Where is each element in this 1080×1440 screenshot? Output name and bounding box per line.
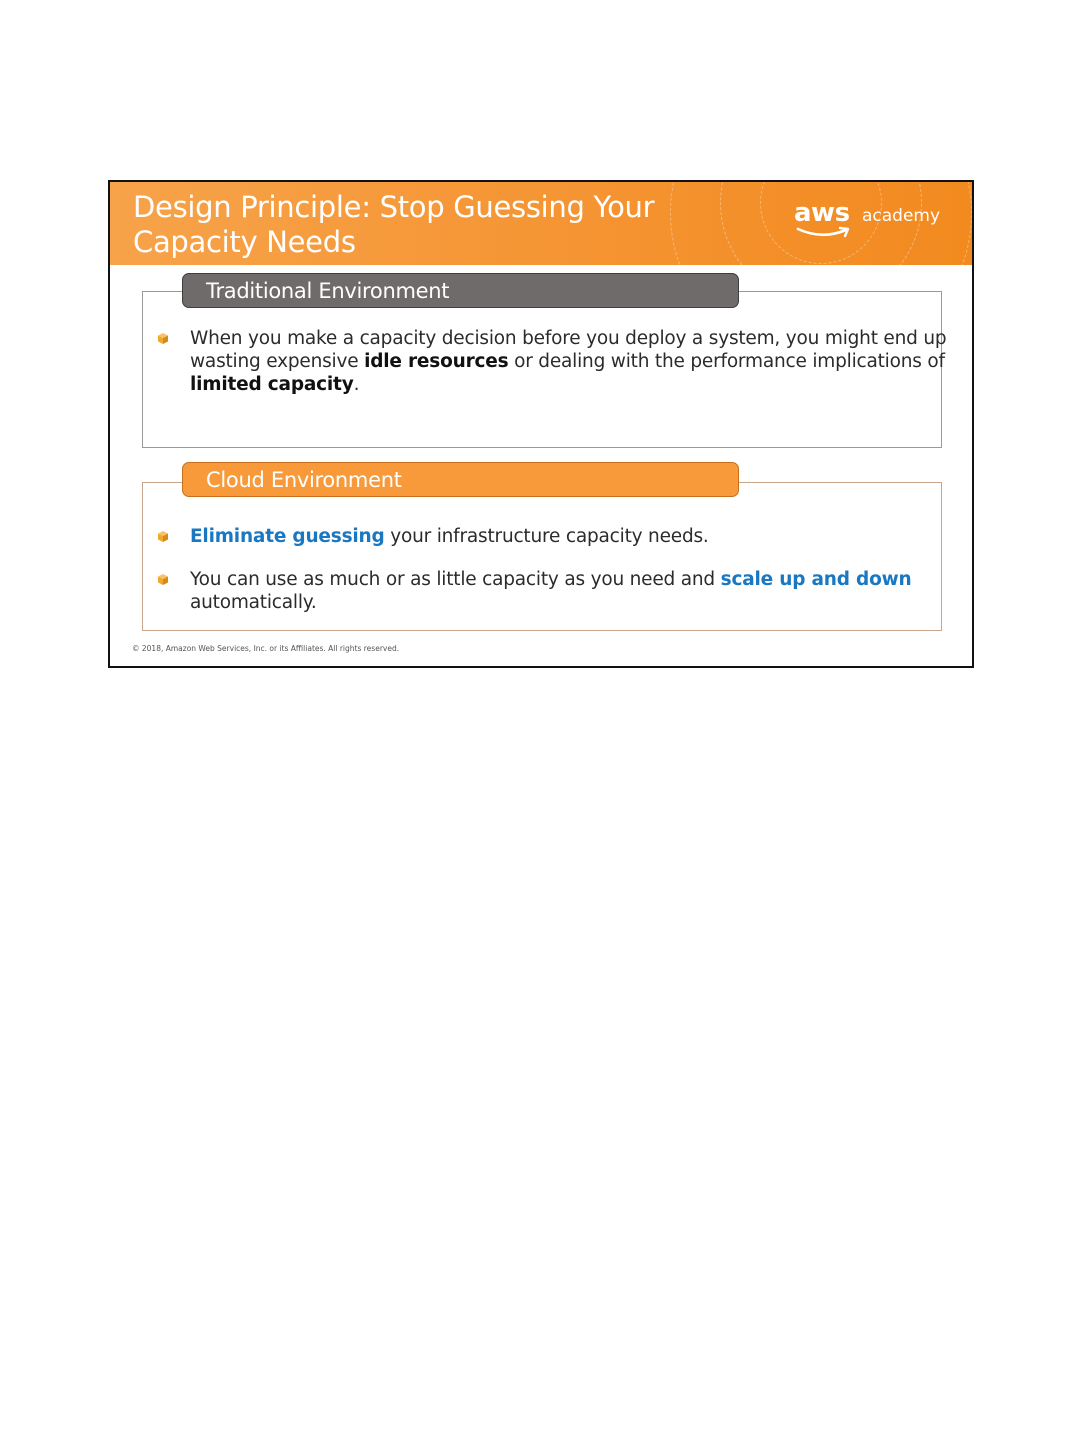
- bullet-text: You can use as much or as little capacity as you need and: [190, 569, 721, 590]
- highlight-scale-up-and-down: scale up and down: [720, 569, 912, 590]
- bullet-text: your infrastructure capacity needs.: [384, 526, 709, 547]
- traditional-environment-heading: Traditional Environment: [182, 273, 739, 308]
- cloud-bullet-list: [156, 525, 952, 614]
- slide-title: [133, 190, 654, 260]
- logo-product: academy: [862, 206, 941, 226]
- list-item: [156, 568, 952, 614]
- traditional-bullet-list: [156, 327, 952, 396]
- aws-academy-logo: [794, 198, 944, 244]
- title-line-2: Capacity Needs: [133, 225, 356, 259]
- title-line-1: Design Principle: Stop Guessing Your: [133, 190, 655, 224]
- bullet-text: .: [353, 374, 360, 395]
- bold-idle-resources: idle resources: [364, 351, 509, 372]
- cube-bullet-icon: [158, 531, 168, 542]
- list-item: [156, 327, 952, 396]
- logo-wordmark: aws: [794, 198, 850, 228]
- bullet-text: When you make a capacity decision before you deploy a system, you might end up wasting expensive: [190, 328, 947, 372]
- highlight-eliminate-guessing: Eliminate guessing: [190, 526, 385, 547]
- slide-header: [110, 182, 972, 265]
- smile-arrow-icon: [796, 226, 854, 240]
- copyright-notice: © 2018, Amazon Web Services, Inc. or its Affiliates. All rights reserved.: [132, 644, 400, 653]
- bold-limited-capacity: limited capacity: [190, 374, 354, 395]
- slide: [108, 180, 974, 668]
- list-item: [156, 525, 952, 548]
- cloud-environment-heading: Cloud Environment: [182, 462, 739, 497]
- cube-bullet-icon: [158, 574, 168, 585]
- bullet-text: automatically.: [190, 592, 317, 613]
- cube-bullet-icon: [158, 333, 168, 344]
- bullet-text: or dealing with the performance implications of: [508, 351, 945, 372]
